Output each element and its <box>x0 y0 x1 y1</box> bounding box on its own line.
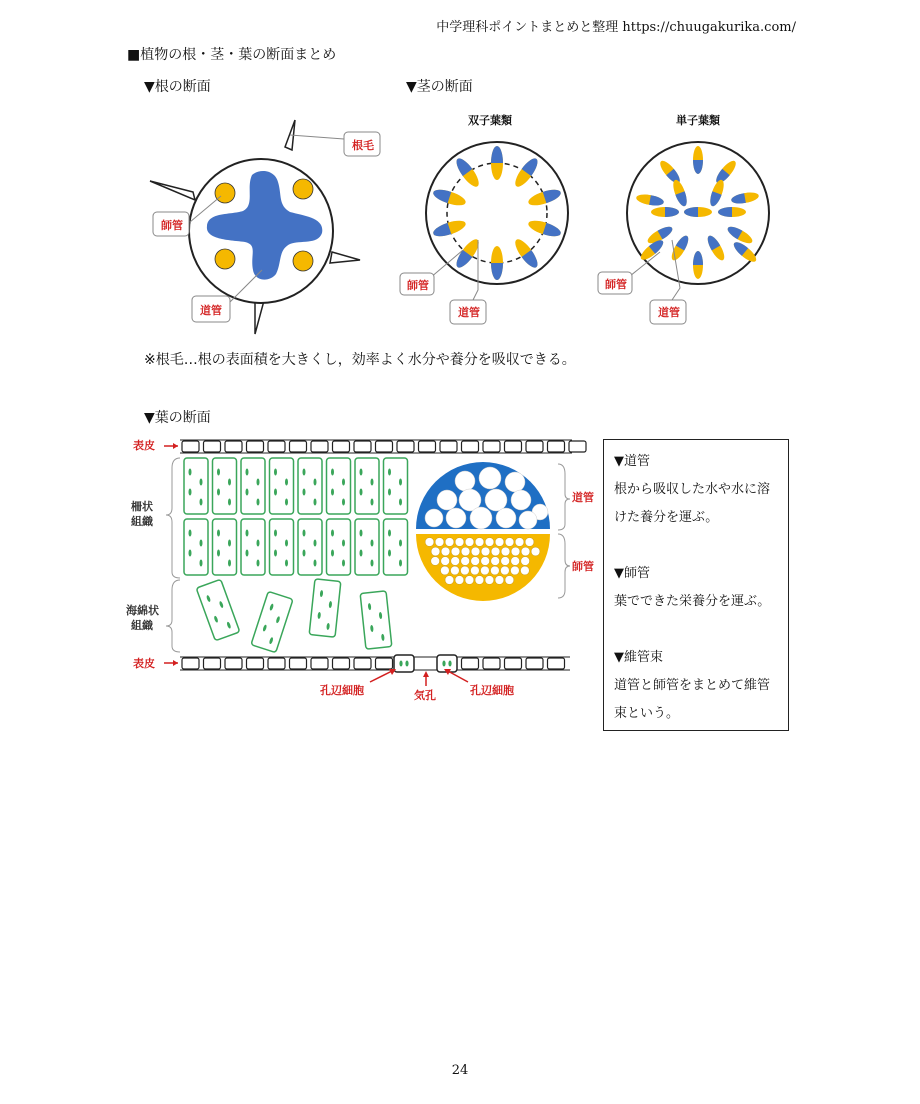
vascular-bundle <box>693 146 703 174</box>
stem-monocot-section <box>595 105 785 335</box>
epidermis-bottom-label: 表皮 <box>133 657 155 670</box>
monocot-label: 単子葉類 <box>676 114 720 127</box>
xylem-text: 根から吸収した水や水に溶けた養分を運ぶ。 <box>614 482 771 525</box>
spongy-label-2: 組織 <box>131 619 153 632</box>
phloem-text: 葉でできた栄養分を運ぶ。 <box>614 594 771 609</box>
section-title: ■植物の根・茎・葉の断面まとめ <box>127 47 337 63</box>
vascular-bundle <box>491 246 503 280</box>
root-cross-section <box>140 110 400 340</box>
palisade-label-2: 組織 <box>131 515 153 528</box>
xylem-title: ▼道管 <box>614 454 650 469</box>
page-header: 中学理科ポイントまとめと整理 https://chuugakurika.com/ <box>436 20 796 35</box>
root-hair-note: ※根毛…根の表面積を大きくし，効率よく水分や養分を吸収できる。 <box>144 352 576 368</box>
page-number: 24 <box>451 1063 469 1078</box>
phloem-title: ▼師管 <box>614 566 650 581</box>
monocot-xylem-label: 道管 <box>658 306 680 319</box>
root-phloem-label: 師管 <box>161 219 183 232</box>
stem-dicot-section <box>395 105 595 335</box>
stoma-label: 気孔 <box>414 689 436 702</box>
leaf-xylem-label: 道管 <box>572 491 594 504</box>
bundle-title: ▼維管束 <box>614 650 663 665</box>
spongy-label-1: 海綿状 <box>126 604 159 617</box>
dicot-label: 双子葉類 <box>468 114 512 127</box>
dicot-xylem-label: 道管 <box>458 306 480 319</box>
stem-heading: ▼茎の断面 <box>406 79 473 95</box>
vascular-bundle <box>491 146 503 180</box>
dicot-phloem-label: 師管 <box>407 279 429 292</box>
leaf-cross-section <box>120 430 600 705</box>
root-hair-label: 根毛 <box>352 139 374 152</box>
explanation-box <box>603 439 789 731</box>
vascular-bundle <box>718 207 746 217</box>
root-xylem-label: 道管 <box>200 304 222 317</box>
vascular-bundle <box>651 207 679 217</box>
palisade-label-1: 柵状 <box>131 500 153 513</box>
root-heading: ▼根の断面 <box>144 79 211 95</box>
bundle-text: 道管と師管をまとめて維管束という。 <box>614 678 771 721</box>
monocot-phloem-label: 師管 <box>605 278 627 291</box>
leaf-phloem-label: 師管 <box>572 560 594 573</box>
guard-cell-right-label: 孔辺細胞 <box>470 684 514 697</box>
epidermis-top-label: 表皮 <box>133 439 155 452</box>
guard-cell-left-label: 孔辺細胞 <box>320 684 364 697</box>
leaf-heading: ▼葉の断面 <box>144 410 211 426</box>
vascular-bundle <box>693 251 703 279</box>
vascular-bundle <box>684 207 712 217</box>
